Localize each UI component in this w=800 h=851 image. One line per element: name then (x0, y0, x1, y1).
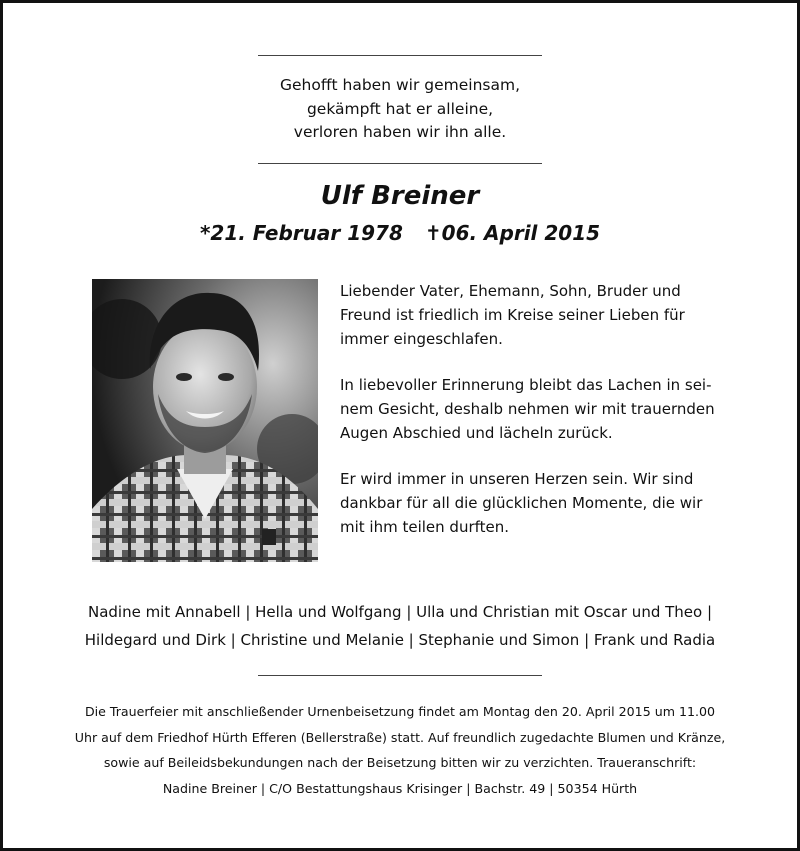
motto (200, 74, 600, 145)
text-line: In liebevoller Erinnerung bleibt das Lachen in sei- (340, 376, 712, 394)
paragraph-gratitude (340, 467, 720, 539)
death-date: ✝06. April 2015 (424, 221, 601, 245)
text-line: Er wird immer in unseren Herzen sein. Wir sind (340, 470, 694, 488)
mourners-line: Nadine mit Annabell | Hella und Wolfgang | Ulla und Christian mit Oscar und Theo | (87, 603, 713, 621)
obituary-text (340, 279, 720, 561)
service-divider (258, 675, 542, 676)
paragraph-tribute (340, 279, 720, 351)
motto-line: Gehofft haben wir gemeinsam, (279, 76, 520, 94)
motto-divider (258, 163, 542, 164)
deceased-name: Ulf Breiner (320, 181, 480, 211)
paragraph-memory (340, 373, 720, 445)
text-line: Freund ist friedlich im Kreise seiner Lieben für (340, 306, 685, 324)
service-details (0, 699, 800, 801)
motto-line: verloren haben wir ihn alle. (293, 123, 507, 141)
text-line: nem Gesicht, deshalb nehmen wir mit trauernden (340, 400, 715, 418)
life-dates (0, 218, 800, 248)
text-line: Augen Abschied und lächeln zurück. (340, 424, 613, 442)
motto-line: gekämpft hat er alleine, (306, 99, 494, 118)
mourners-list (0, 598, 800, 654)
service-line: sowie auf Beileidsbekundungen nach der Beisetzung bitten wir zu verzichten. Traueranschrift: (103, 755, 697, 770)
mourners-line: Hildegard und Dirk | Christine und Melanie | Stephanie und Simon | Frank und Radia (84, 631, 716, 649)
service-line: Uhr auf dem Friedhof Hürth Efferen (Bellerstraße) statt. Auf freundlich zugedachte Blumen und Kränze, (74, 729, 726, 745)
text-line: immer eingeschlafen. (340, 330, 503, 348)
text-line: dankbar für all die glücklichen Momente, die wir (340, 494, 703, 512)
service-address: Nadine Breiner | C/O Bestattungshaus Krisinger | Bachstr. 49 | 50354 Hürth (162, 780, 638, 796)
service-line: Die Trauerfeier mit anschließender Urnenbeisetzung findet am Montag den 20. April 2015 um 11.00 (84, 704, 716, 719)
birth-date: *21. Februar 1978 (199, 221, 403, 245)
portrait-photo (92, 279, 318, 562)
top-divider (258, 55, 542, 56)
text-line: Liebender Vater, Ehemann, Sohn, Bruder und (340, 282, 681, 300)
text-line: mit ihm teilen durften. (340, 518, 510, 536)
